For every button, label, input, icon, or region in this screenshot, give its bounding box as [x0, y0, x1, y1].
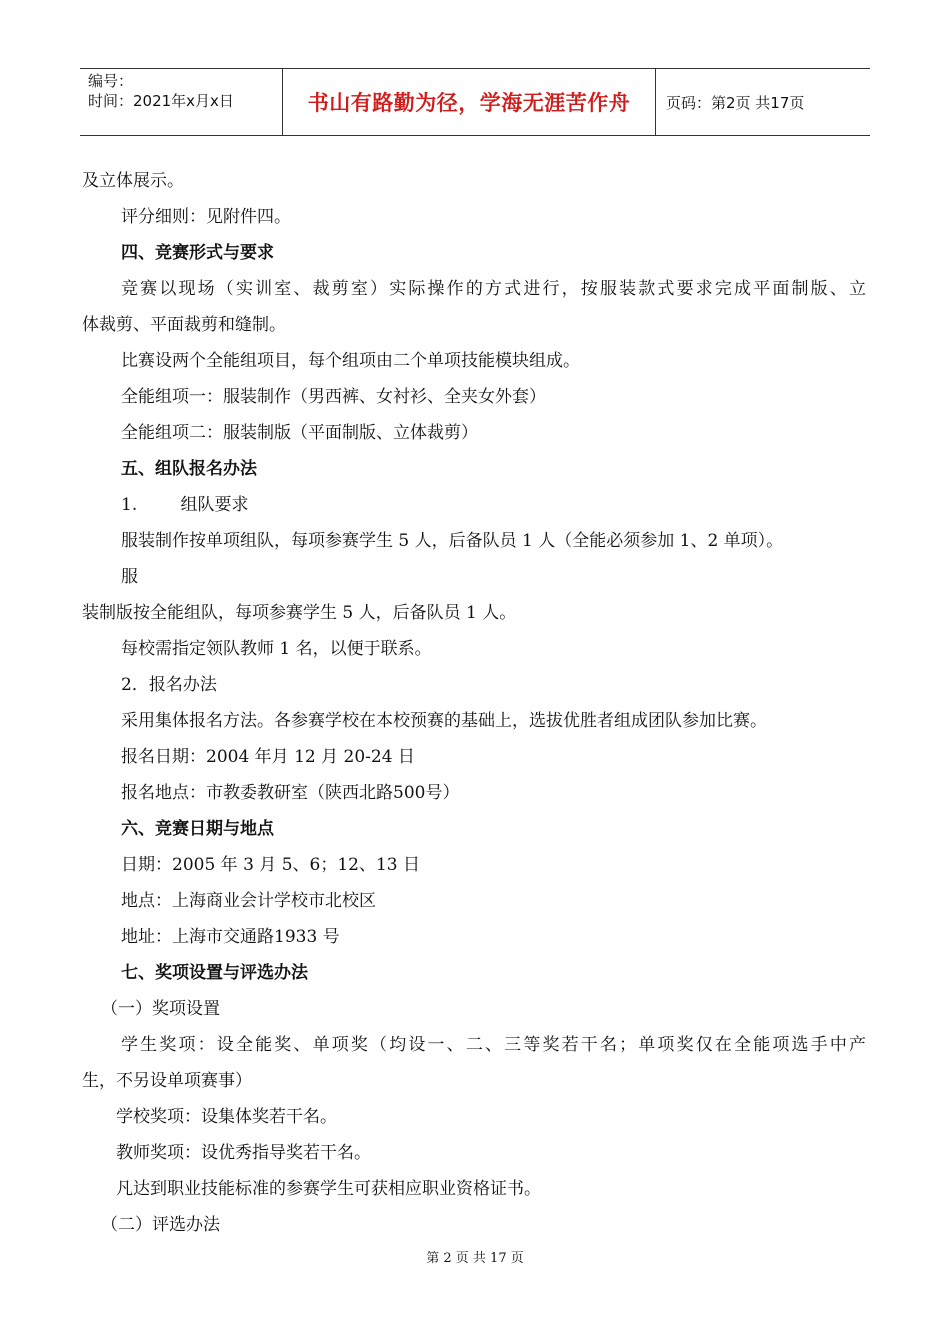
header-meta — [80, 69, 282, 135]
body-line: 地址：上海市交通路1933 号 — [121, 927, 340, 947]
body-line: 服装制作按单项组队，每项参赛学生 5 人，后备队员 1 人（全能必须参加 1、2 单项）。 — [121, 531, 784, 551]
body-line: 服 — [121, 567, 138, 587]
header-motto: 书山有路勤为径，学海无涯苦作舟 — [307, 91, 631, 115]
section-heading: 四、竞赛形式与要求 — [121, 243, 274, 263]
body-line: 2．报名办法 — [121, 675, 217, 695]
body-line: 比赛设两个全能组项目，每个组项由二个单项技能模块组成。 — [121, 351, 580, 371]
body-line: 全能组项二：服装制版（平面制版、立体裁剪） — [121, 423, 478, 443]
body-line: 地点：上海商业会计学校市北校区 — [121, 891, 376, 911]
body-line: 装制版按全能组队，每项参赛学生 5 人，后备队员 1 人。 — [82, 603, 517, 623]
body-line: 采用集体报名方法。各参赛学校在本校预赛的基础上，选拔优胜者组成团队参加比赛。 — [121, 711, 767, 731]
body-line: 学生奖项：设全能奖、单项奖（均设一、二、三等奖若干名；单项奖仅在全能项选手中产 — [121, 1035, 866, 1055]
body-line: 全能组项一：服装制作（男西裤、女衬衫、全夹女外套） — [121, 387, 546, 407]
body-line: 及立体展示。 — [82, 171, 184, 191]
body-line: 每校需指定领队教师 1 名，以便于联系。 — [121, 639, 432, 659]
body-line: 1. 组队要求 — [121, 495, 249, 515]
section-heading: 六、竞赛日期与地点 — [121, 819, 274, 839]
body-line: 学校奖项：设集体奖若干名。 — [116, 1107, 337, 1127]
body-line: 竞赛以现场（实训室、裁剪室）实际操作的方式进行，按服装款式要求完成平面制版、立 — [121, 279, 866, 299]
body-line: 生，不另设单项赛事） — [82, 1071, 252, 1091]
header-motto-cell — [282, 69, 656, 135]
body-line: 报名地点：市教委教研室（陕西北路500号） — [121, 783, 460, 803]
body-line: 体裁剪、平面裁剪和缝制。 — [82, 315, 286, 335]
body-line: 教师奖项：设优秀指导奖若干名。 — [116, 1143, 371, 1163]
page-footer: 第 2 页 共 17 页 — [426, 1251, 524, 1266]
section-heading: 五、组队报名办法 — [121, 459, 257, 479]
subsection-heading: （二）评选办法 — [101, 1215, 220, 1235]
body-line: 凡达到职业技能标准的参赛学生可获相应职业资格证书。 — [116, 1179, 541, 1199]
body-line: 报名日期：2004 年月 12 月 20-24 日 — [121, 747, 415, 767]
page-header-table — [80, 68, 870, 136]
document-number-label: 编号： — [88, 72, 134, 90]
body-line: 日期：2005 年 3 月 5、6；12、13 日 — [121, 855, 420, 875]
body-line: 评分细则：见附件四。 — [121, 207, 291, 227]
section-heading: 七、奖项设置与评选办法 — [121, 963, 308, 983]
subsection-heading: （一）奖项设置 — [101, 999, 220, 1019]
header-page-info: 页码：第2页 共17页 — [666, 93, 805, 112]
document-date: 时间：2021年x月x日 — [88, 92, 234, 110]
